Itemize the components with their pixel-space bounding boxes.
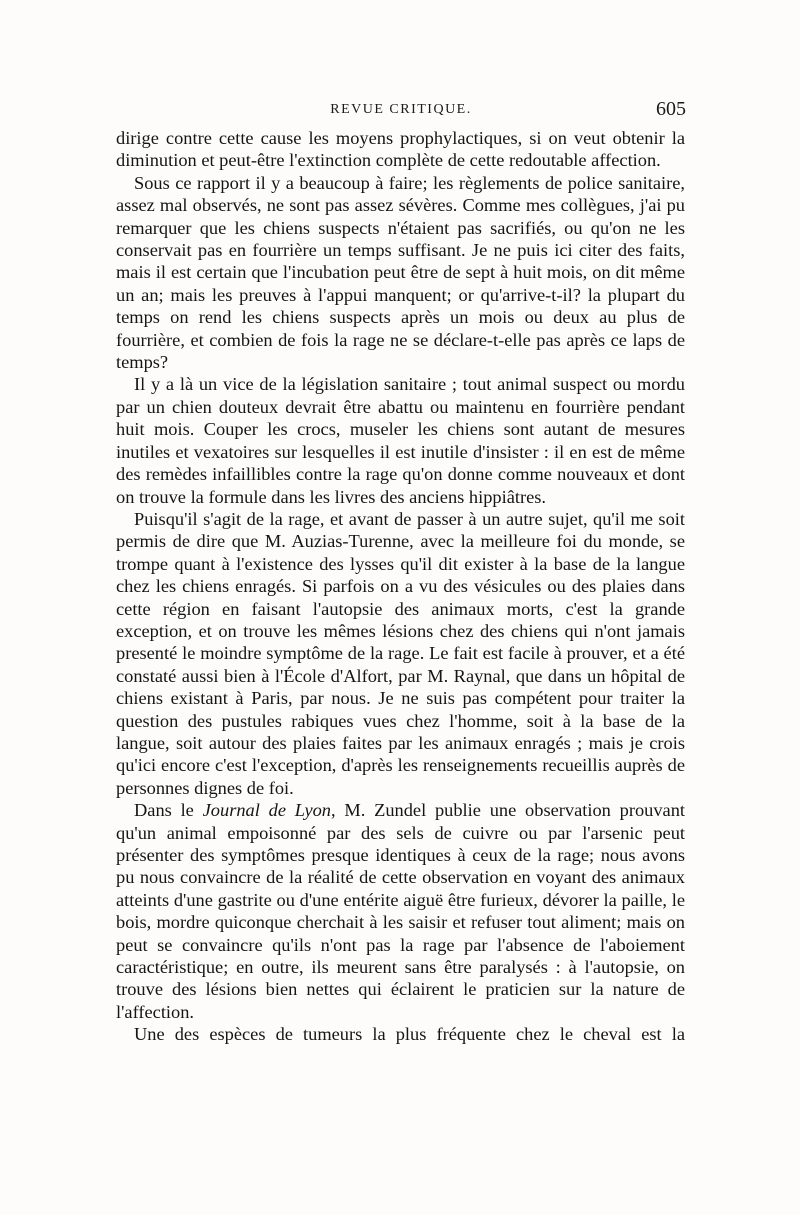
text-run: Dans le [134, 800, 203, 821]
body-text [116, 127, 685, 1046]
paragraph: Puisqu'il s'agit de la rage, et avant de passer à un autre sujet, qu'il me soit permis de dire que M. Auzias-Turenne, avec la meilleure foi du monde, se trompe quant à l'existence des lysses qu'il dit exister à la base de la langue chez les chiens enragés. Si parfois on a vu des vésicules ou des plaies dans cette région en faisant l'autopsie des animaux morts, c'est la grande exception, et on trouve les mêmes lésions chez des chiens qui n'ont jamais presenté le moindre symptôme de la rage. Le fait est facile à prouver, et a été constaté aussi bien à l'École d'Alfort, par M. Raynal, que dans un hôpital de chiens existant à Paris, par nous. Je ne suis pas compétent pour traiter la question des pustules rabiques vues chez l'homme, soit à la base de la langue, soit autour des plaies faites par les animaux enragés ; mais je crois qu'ici encore c'est l'exception, d'après les renseignements recueillis auprès de personnes dignes de foi. [116, 508, 685, 798]
paragraph [116, 799, 685, 1023]
running-header [116, 98, 686, 122]
paragraph-continued: dirige contre cette cause les moyens prophylactiques, si on veut obtenir la diminution et peut-être l'extinction complète de cette redoutable affection. [116, 128, 685, 171]
paragraph: Sous ce rapport il y a beaucoup à faire; les règlements de police sanitaire, assez mal observés, ne sont pas assez sévères. Comme mes collègues, j'ai pu remarquer que les chiens suspects n'étaient pas sacrifiés, ou qu'on ne les conservait pas en fourrière un temps suffisant. Je ne puis ici citer des faits, mais il est certain que l'incubation peut être de sept à huit mois, on dit même un an; mais les preuves à l'appui manquent; or qu'arrive-t-il? la plupart du temps on rend les chiens suspects après un mois ou deux au plus de fourrière, et combien de fois la rage ne se déclare-t-elle pas après ce laps de temps? [116, 172, 685, 373]
paragraph-truncated: Une des espèces de tumeurs la plus fréquente chez le cheval est la [134, 1024, 685, 1045]
journal-title: Journal de Lyon [202, 800, 331, 821]
page-number: 605 [656, 98, 686, 120]
text-run: , M. Zundel publie une observation prouvant qu'un animal empoisonné par des sels de cuivre ou par l'arsenic peut présenter des symptômes presque identiques à ceux de la rage; nous avons pu nous convaincre de la réalité de cette observation en voyant des animaux atteints d'une gastrite ou d'une entérite aiguë être furieux, dévorer la paille, le bois, mordre quiconque cherchait à les saisir et refuser tout aliment; mais on peut se convaincre qu'ils n'ont pas la rage par l'absence de l'aboiement caractéristique; en outre, ils meurent sans être paralysés : à l'autopsie, on trouve des lésions bien nettes qui éclairent le praticien sur la nature de l'affection. [116, 800, 686, 1022]
running-title: REVUE CRITIQUE. [330, 102, 472, 117]
paragraph: Il y a là un vice de la législation sanitaire ; tout animal suspect ou mordu par un chien douteux devrait être abattu ou maintenu en fourrière pendant huit mois. Couper les crocs, museler les chiens sont autant de mesures inutiles et vexatoires sur lesquelles il est inutile d'insister : il en est de même des remèdes infaillibles contre la rage qu'on donne comme nouveaux et dont on trouve la formule dans les livres des anciens hippiâtres. [116, 374, 685, 507]
